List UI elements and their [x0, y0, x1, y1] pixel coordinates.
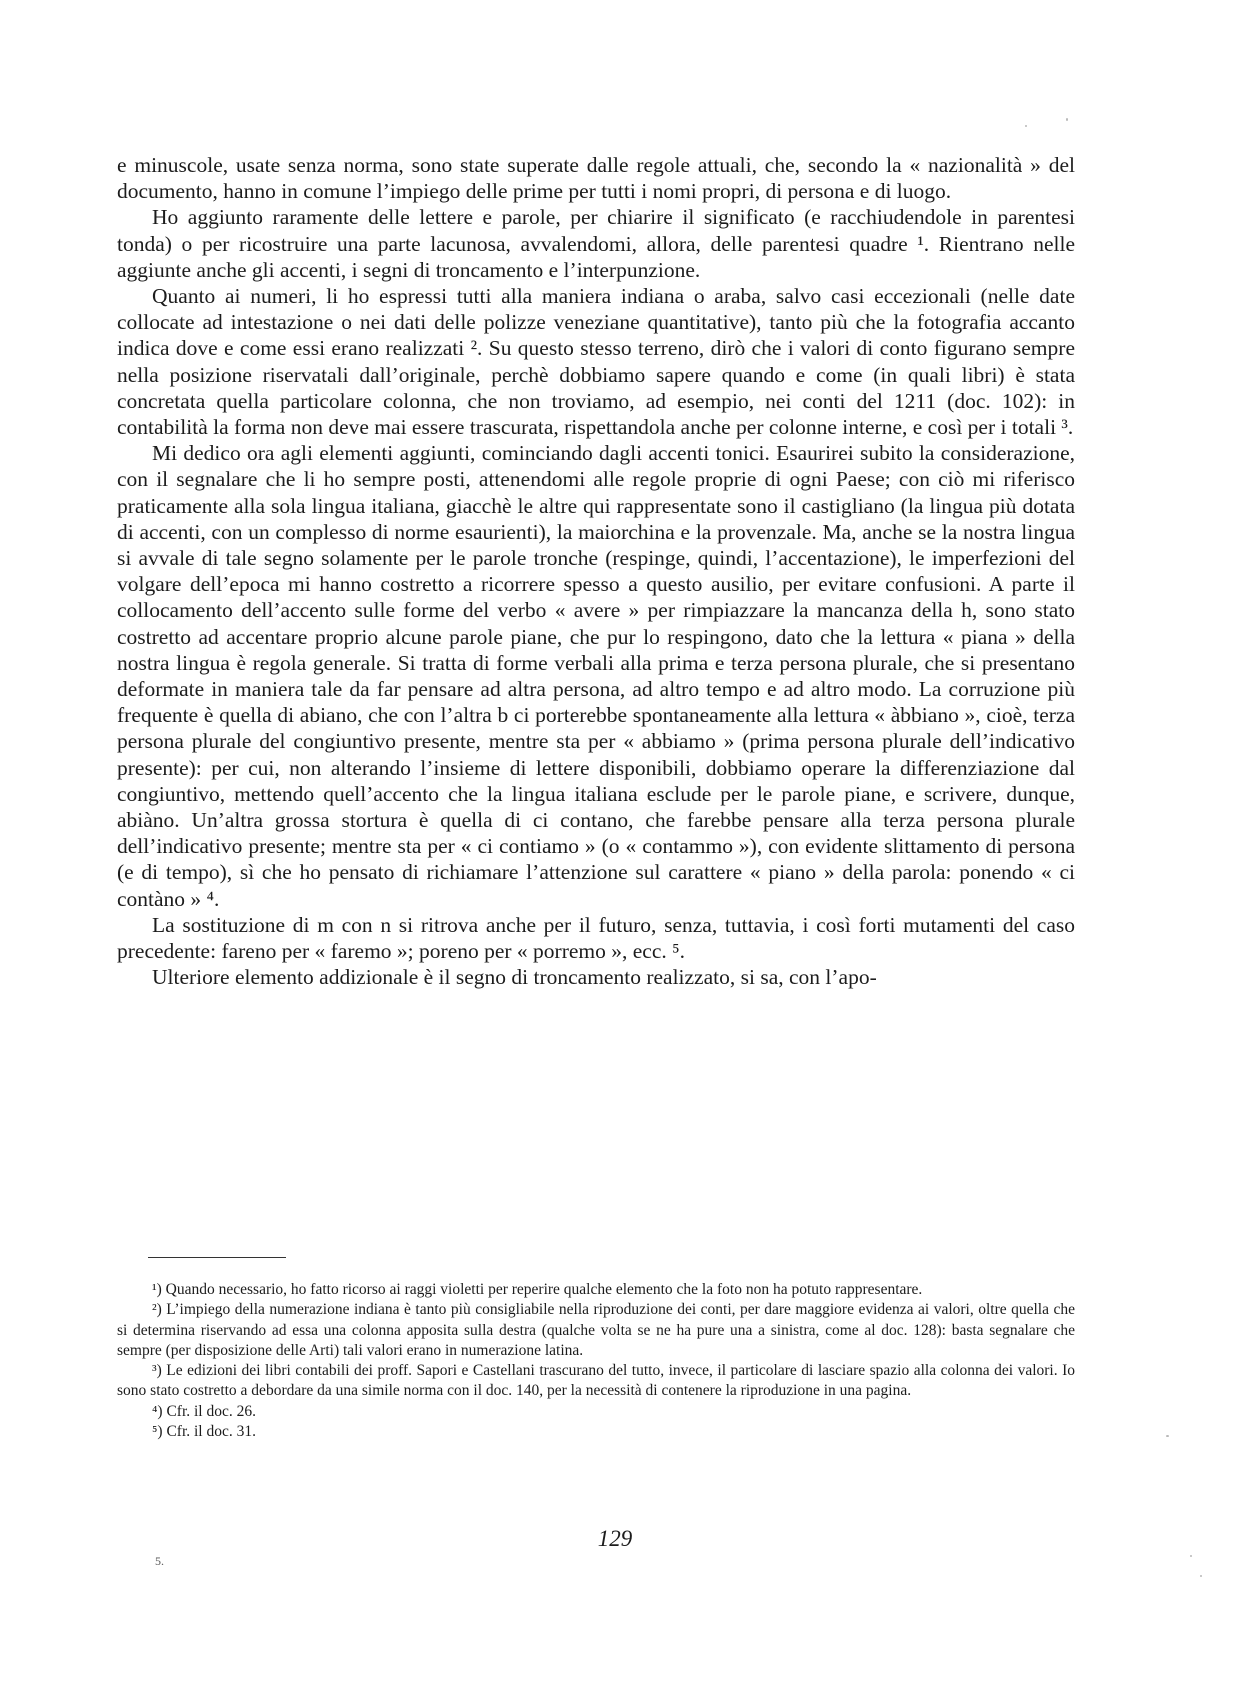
- paper-speck: [1066, 118, 1068, 121]
- page-number: 129: [597, 1526, 633, 1551]
- paragraph: Ulteriore elemento addizionale è il segno di troncamento realizzato, si sa, con l’apo-: [152, 965, 877, 990]
- footnote: ⁵) Cfr. il doc. 31.: [152, 1423, 256, 1441]
- paragraph: Quanto ai numeri, li ho espressi tutti alla maniera indiana o araba, salvo casi eccezionali (nelle date collocate ad intestazione o nei dati delle polizze veneziane quantitative), tanto più che la fotografia accanto indica dove e come essi erano realizzati ². Su questo stesso terreno, dirò che i valori di conto figurano sempre nella posizione riservatali dall’originale, perchè dobbiamo sapere quando e come (in quali libri) è stata concretata quella particolare colonna, che non troviamo, ad esempio, nei conti del 1211 (doc. 102): in contabilità la forma non deve mai essere trascurata, rispettandola anche per colonne interne, e così per i totali ³.: [117, 284, 1075, 440]
- main-text: [117, 152, 1075, 991]
- paragraph: La sostituzione di m con n si ritrova anche per il futuro, senza, tuttavia, i così forti mutamenti del caso precedente: fareno per « faremo »; poreno per « porremo », ecc. ⁵.: [117, 912, 1075, 964]
- signature-mark: 5.: [155, 1554, 164, 1568]
- paper-speck: [1190, 1555, 1192, 1557]
- footnotes: [117, 1280, 1075, 1442]
- footnote: ²) L’impiego della numerazione indiana è tanto più consigliabile nella riproduzione dei conti, per dare maggiore evidenza ai valori, oltre quella che si determina riservando ad essa una colonna apposita sulla destra (qualche volta se ne ha pure una a sinistra, come al doc. 128): basta segnalare che sempre (per disposizione delle Arti) tali valori erano in numerazione latina.: [117, 1301, 1075, 1359]
- footnote: ¹) Quando necessario, ho fatto ricorso ai raggi violetti per reperire qualche elemento che la foto non ha potuto rappresentare.: [152, 1281, 923, 1298]
- paragraph: Mi dedico ora agli elementi aggiunti, cominciando dagli accenti tonici. Esaurirei subito la considerazione, con il segnalare che li ho sempre posti, attenendomi alle regole proprie di ogni Paese; con ciò mi riferisco praticamente alla sola lingua italiana, giacchè le altre qui rappresentate sono il castigliano (la lingua più dotata di accenti, con un complesso di norme esaurienti), la maiorchina e la provenzale. Ma, anche se la nostra lingua si avvale di tale segno solamente per le parole tronche (respinge, quindi, l’accentazione), le imperfezioni del volgare dell’epoca mi hanno costretto a ricorrere spesso a questo ausilio, per evitare confusioni. A parte il collocamento dell’accento sulle forme del verbo « avere » per rimpiazzare la mancanza della h, sono stato costretto ad accentare proprio alcune parole piane, che pur lo respingono, dato che la lettura « piana » della nostra lingua è regola generale. Si tratta di forme verbali alla prima e terza persona plurale, che si presentano deformate in maniera tale da far pensare ad altra persona, ad altro tempo e ad altro modo. La corruzione più frequente è quella di abiano, che con l’altra b ci porterebbe spontaneamente alla lettura « àbbiano », cioè, terza persona plurale del congiuntivo presente, mentre sta per « abbiamo » (prima persona plurale dell’indicativo presente): per cui, non alterando l’insieme di lettere disponibili, dobbiamo operare la differenziazione dal congiuntivo, mettendo quell’accento che la lingua italiana esclude per le parole piane, e scrivere, dunque, abiàno. Un’altra grossa stortura è quella di ci contano, che farebbe pensare alla terza persona plurale dell’indicativo presente; mentre sta per « ci contiamo » (o « contammo »), con evidente slittamento di persona (e di tempo), sì che ho pensato di richiamare l’attenzione sul carattere « piano » della parola: ponendo « ci contàno » ⁴.: [117, 441, 1075, 911]
- footnote-divider: [148, 1257, 286, 1258]
- paragraph: e minuscole, usate senza norma, sono state superate dalle regole attuali, che, secondo la « nazionalità » del documento, hanno in comune l’impiego delle prime per tutti i nomi propri, di persona e di luogo.: [117, 153, 1075, 204]
- paragraph: Ho aggiunto raramente delle lettere e parole, per chiarire il significato (e racchiudendole in parentesi tonda) o per ricostruire una parte lacunosa, avvalendomi, allora, delle parentesi quadre ¹. Rientrano nelle aggiunte anche gli accenti, i segni di troncamento e l’interpunzione.: [117, 205, 1075, 282]
- footnote: ⁴) Cfr. il doc. 26.: [152, 1402, 256, 1420]
- paper-speck: [1200, 1575, 1202, 1577]
- footnote: ³) Le edizioni dei libri contabili dei proff. Sapori e Castellani trascurano del tutto, invece, il particolare di lasciare spazio alla colonna dei valori. Io sono stato costretto a debordare da una simile norma con il doc. 140, per la necessità di contenere la riproduzione in una pagina.: [117, 1362, 1075, 1400]
- paper-speck: [1025, 125, 1027, 127]
- paper-speck: [1166, 1435, 1169, 1437]
